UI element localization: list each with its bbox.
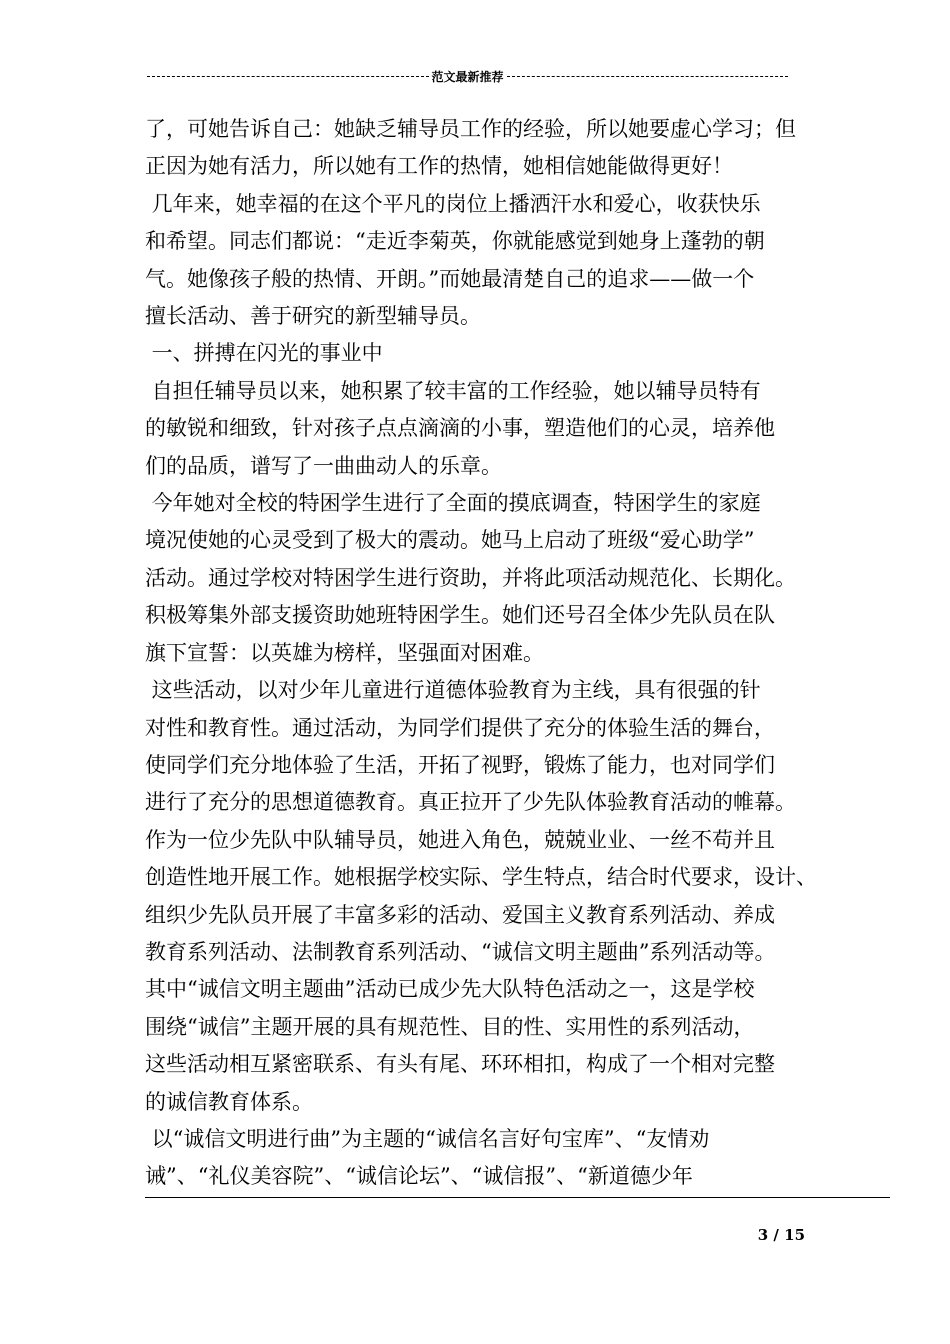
body-line: 境况使她的心灵受到了极大的震动。她马上启动了班级“爱心助学” (145, 528, 755, 553)
page-number: 3 / 15 (757, 1226, 805, 1244)
body-line: 的敏锐和细致，针对孩子点点滴滴的小事，塑造他们的心灵，培养他 (145, 416, 775, 441)
body-line: 教育系列活动、法制教育系列活动、“诚信文明主题曲”系列活动等。 (145, 939, 776, 964)
body-line: 自担任辅导员以来，她积累了较丰富的工作经验，她以辅导员特有 (145, 378, 761, 403)
section-heading: 一、拼搏在闪光的事业中 (145, 341, 383, 366)
body-line: 正因为她有活力，所以她有工作的热情，她相信她能做得更好！ (145, 154, 733, 179)
body-line: 作为一位少先队中队辅导员，她进入角色，兢兢业业、一丝不苟并且 (145, 827, 775, 852)
body-line: 组织少先队员开展了丰富多彩的活动、爱国主义教育系列活动、养成 (145, 902, 775, 927)
body-line: 旗下宣誓：以英雄为榜样，坚强面对困难。 (145, 640, 544, 665)
body-line: 进行了充分的思想道德教育。真正拉开了少先队体验教育活动的帷幕。 (145, 790, 796, 815)
body-line: 几年来，她幸福的在这个平凡的岗位上播洒汗水和爱心，收获快乐 (145, 191, 761, 216)
header-dashes-right (507, 76, 789, 77)
body-line: 围绕“诚信”主题开展的具有规范性、目的性、实用性的系列活动， (145, 1014, 755, 1039)
body-line: 积极筹集外部支援资助她班特困学生。她们还号召全体少先队员在队 (145, 603, 775, 628)
body-line: 这些活动，以对少年儿童进行道德体验教育为主线，具有很强的针 (145, 678, 761, 703)
header-title: 范文最新推荐 (431, 69, 504, 84)
footer-divider (145, 1197, 890, 1198)
body-line: 擅长活动、善于研究的新型辅导员。 (145, 304, 481, 329)
body-line: 们的品质，谱写了一曲曲动人的乐章。 (145, 453, 502, 478)
body-line: 创造性地开展工作。她根据学校实际、学生特点，结合时代要求，设计、 (145, 865, 817, 890)
page-header (145, 66, 790, 86)
body-line: 以“诚信文明进行曲”为主题的“诚信名言好句宝库”、“友情劝 (145, 1126, 710, 1151)
document-body (145, 111, 825, 1196)
body-line: 诫”、“礼仪美容院”、“诚信论坛”、“诚信报”、“新道德少年 (145, 1164, 693, 1189)
body-line: 其中“诚信文明主题曲”活动已成少先大队特色活动之一，这是学校 (145, 977, 755, 1002)
body-line: 的诚信教育体系。 (145, 1089, 313, 1114)
body-line: 对性和教育性。通过活动，为同学们提供了充分的体验生活的舞台， (145, 715, 775, 740)
header-dashes-left (147, 76, 429, 77)
body-line: 这些活动相互紧密联系、有头有尾、环环相扣，构成了一个相对完整 (145, 1052, 775, 1077)
body-line: 活动。通过学校对特困学生进行资助，并将此项活动规范化、长期化。 (145, 565, 796, 590)
body-line: 气。她像孩子般的热情、开朗。”而她最清楚自己的追求——做一个 (145, 266, 755, 291)
body-line: 了，可她告诉自己：她缺乏辅导员工作的经验，所以她要虚心学习；但 (145, 117, 796, 141)
body-line: 使同学们充分地体验了生活，开拓了视野，锻炼了能力，也对同学们 (145, 752, 775, 777)
body-line: 和希望。同志们都说：“走近李菊英，你就能感觉到她身上蓬勃的朝 (145, 229, 765, 254)
body-line: 今年她对全校的特困学生进行了全面的摸底调查，特困学生的家庭 (145, 491, 761, 516)
